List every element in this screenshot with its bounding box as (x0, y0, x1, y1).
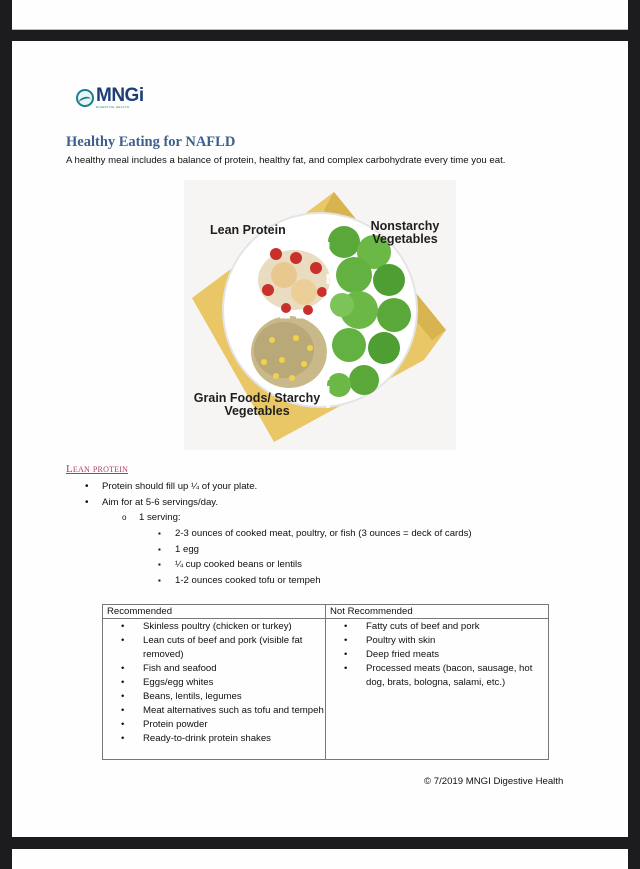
section-heading-lean-protein: Lean protein (66, 463, 129, 475)
list-item: ▪ 1 egg (175, 542, 472, 558)
not-recommended-cell (326, 619, 549, 760)
list-item: o 1 serving: (139, 510, 181, 526)
intro-text: A healthy meal includes a balance of protein, healthy fat, and complex carbohydrate every time you eat. (66, 155, 506, 166)
header-recommended: Recommended (103, 605, 326, 619)
document-title: Healthy Eating for NAFLD (66, 134, 236, 150)
list-item: • Protein powder (143, 718, 325, 732)
list-item: ▪ 2-3 ounces of cooked meat, poultry, or fish (3 ounces = deck of cards) (175, 526, 472, 542)
list-item: • Beans, lentils, legumes (143, 690, 325, 704)
list-item: • Poultry with skin (366, 634, 548, 648)
plate-illustration (184, 180, 456, 450)
list-item: • Deep fried meats (366, 648, 548, 662)
next-page (12, 849, 628, 869)
list-item: • Processed meats (bacon, sausage, hot dog, brats, bologna, salami, etc.) (366, 662, 548, 690)
list-item: ▪ ¼ cup cooked beans or lentils (175, 557, 472, 573)
protein-guidelines-list (102, 479, 257, 510)
list-item: • Lean cuts of beef and pork (visible fat removed) (143, 634, 325, 662)
list-item: • Ready-to-drink protein shakes (143, 732, 325, 746)
logo-wave-icon (76, 89, 94, 107)
mngi-logo (76, 86, 144, 109)
list-item: • Fish and seafood (143, 662, 325, 676)
label-grain-foods: Grain Foods/ Starchy Vegetables (193, 391, 321, 419)
protein-recommendation-table (102, 604, 549, 760)
header-not-recommended: Not Recommended (326, 605, 549, 619)
recommended-cell (103, 619, 326, 760)
label-lean-protein: Lean Protein (210, 223, 286, 237)
document-page (12, 41, 628, 837)
copyright-footer: © 7/2019 MNGI Digestive Health (424, 776, 564, 787)
list-item: • Eggs/egg whites (143, 676, 325, 690)
serving-sublist (139, 510, 181, 526)
previous-page (12, 0, 628, 30)
list-item: • Protein should fill up ¼ of your plate. (102, 479, 257, 495)
serving-examples-list (175, 526, 472, 588)
list-item: • Fatty cuts of beef and pork (366, 620, 548, 634)
label-nonstarchy-vegetables: Nonstarchy Vegetables (370, 219, 440, 247)
logo-wordmark: MNGi (96, 85, 144, 106)
logo-tagline: DIGESTIVE HEALTH (96, 105, 130, 109)
grain-foods (251, 316, 327, 388)
list-item: ▪ 1-2 ounces cooked tofu or tempeh (175, 573, 472, 589)
list-item: • Skinless poultry (chicken or turkey) (143, 620, 325, 634)
list-item: • Aim for at 5-6 servings/day. (102, 495, 257, 511)
list-item: • Meat alternatives such as tofu and tempeh (143, 704, 325, 718)
